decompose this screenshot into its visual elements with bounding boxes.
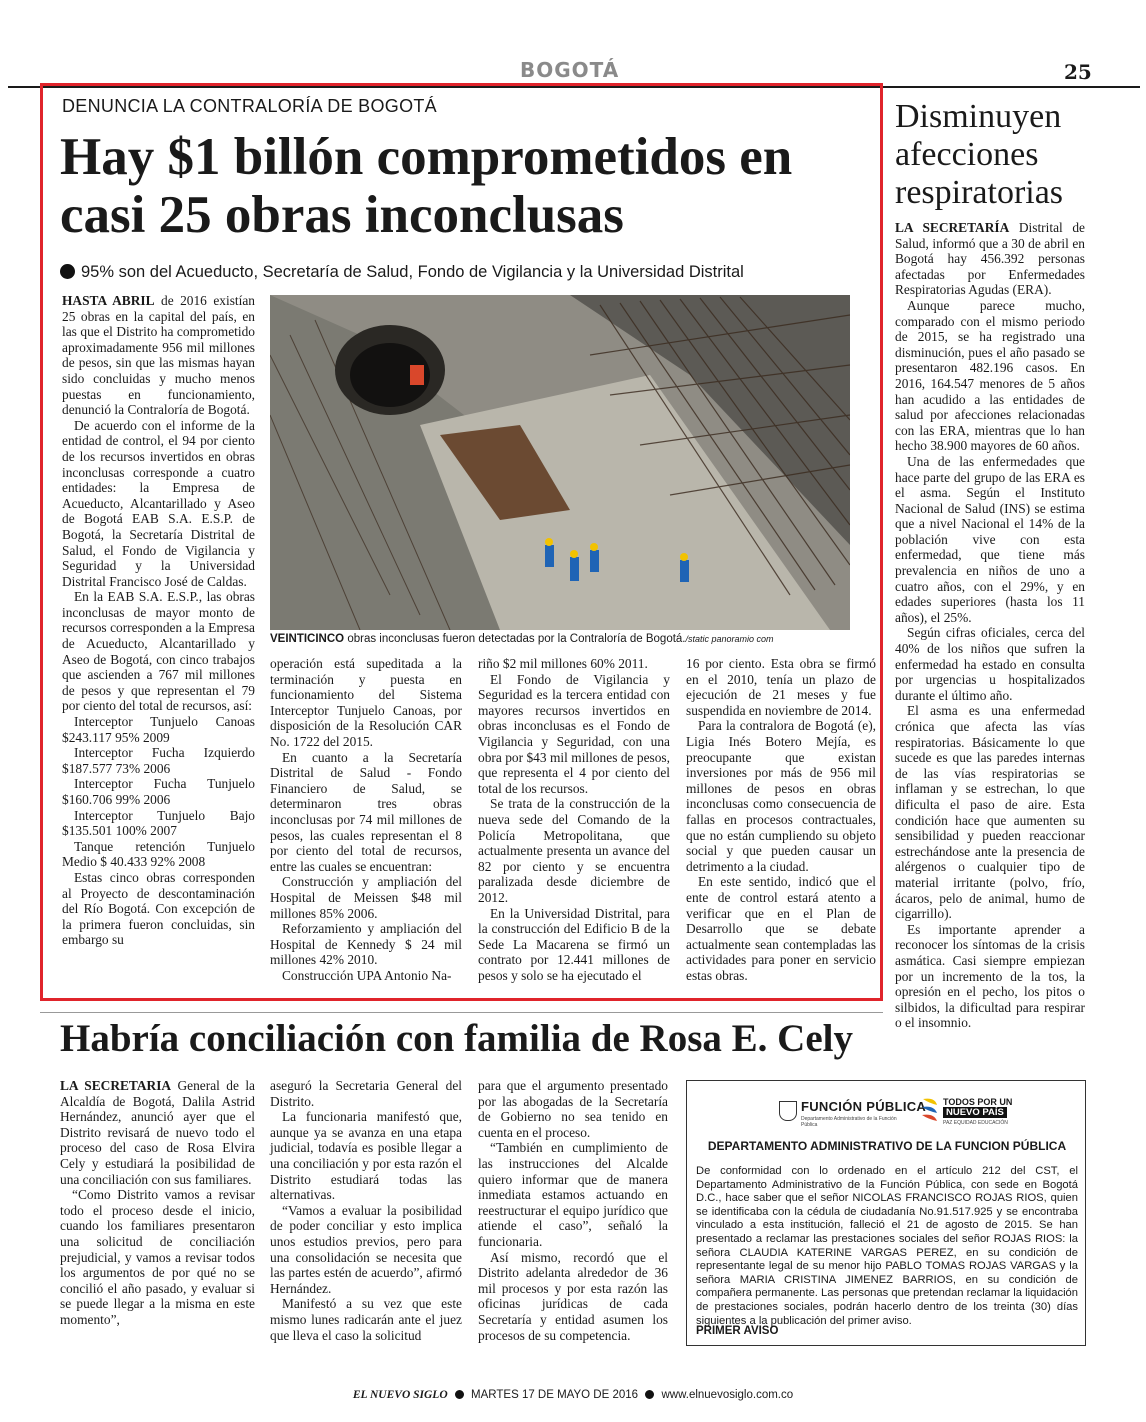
second-column-3 xyxy=(478,1078,668,1343)
funcion-publica-sublabel: Departamento Administrativo de la Función Pública xyxy=(801,1116,897,1128)
paragraph: Es importante aprender a reconocer los síntomas de la crisis asmática. Casi siempre empiezan por un incremento de la tos, la opresión en el pecho, los pitos o silbidos, la dificultad para respirar o el insomnio. xyxy=(895,921,1085,1031)
ad-logos xyxy=(687,1095,1087,1129)
paragraph: General de la Alcaldía de Bogotá, Dalila Astrid Hernández, anunció ayer que el Distrito revisará de nuevo todo el proceso del caso de Rosa Elvira Cely y estudiará la posibilidad de una conciliación con sus familiares. xyxy=(60,1078,255,1187)
nuevo-pais-line2: NUEVO PAÍS xyxy=(943,1107,1007,1118)
bullet-icon xyxy=(645,1390,654,1399)
section-divider xyxy=(40,1012,883,1013)
paragraph: En este sentido, indicó que el ente de control estará atento a verificar que en el Plan de Desarrollo que se debate actualmente sean contempladas las actividades para poner en servicio estas obras. xyxy=(686,874,876,983)
lead-word: LA SECRETARIA xyxy=(60,1078,172,1093)
paragraph: riño $2 mil millones 60% 2011. xyxy=(478,656,648,671)
paragraph: Estas cinco obras corresponden al Proyecto de descontaminación del Río Bogotá. Con excepción de la primera fueron concluidas, sin embargo su xyxy=(62,869,255,948)
paragraph: para que el argumento presentado por las abogadas de la Secretaría de Gobierno no sea tenido en cuenta en el proceso. xyxy=(478,1078,668,1140)
paragraph: 16 por ciento. Esta obra se firmó en el 2010, tenía un plazo de ejecución de 21 meses y fue suspendida en noviembre de 2014. xyxy=(686,656,876,718)
paragraph: En la Universidad Distrital, para la construcción del Edificio B de la Sede La Macarena se firmó un contrato por 12.441 millones de pesos y solo se ha ejecutado el xyxy=(478,905,670,983)
paragraph: Una de las enfermedades que hace parte del grupo de las ERA es el asma. Según el Instituto Nacional de Salud (INS) se estima que a nivel Nacional el 14% de la población vive con esta enfermedad, que tiene más prevalencia en niños de uno a cuatro años, con el 29%, y en edades superiores (hasta los 11 años), el 25%. xyxy=(895,453,1085,625)
list-item: Tanque retención Tunjuelo Medio $ 40.433 92% 2008 xyxy=(62,838,255,870)
paragraph: Para la contralora de Bogotá (e), Ligia Inés Botero Mejía, es preocupante que existan inversiones por más de 956 mil millones de pesos en obras inconclusas como consecuencia de fallas en procesos contractuales, que no están cumpliendo su objeto social y que pueden causar un detrimento a la ciudad. xyxy=(686,718,876,874)
photo-credit: /static panoramio com xyxy=(685,634,774,644)
nuevo-pais-icon xyxy=(919,1095,941,1125)
list-item: Interceptor Tunjuelo Canoas $243.117 95% 2009 xyxy=(62,714,255,745)
paragraph: “También en cumplimiento de las instrucciones del Alcalde quiero informar que de manera inmediata estamos actuando en reestructurar el equipo jurídico que atiende el caso”, señaló la funcionaria. xyxy=(478,1140,668,1249)
nuevo-pais-line3: PAZ EQUIDAD EDUCACIÓN xyxy=(943,1120,1008,1126)
photo-caption xyxy=(270,633,870,645)
list-item: Interceptor Fucha Tunjuelo $160.706 99% 2006 xyxy=(62,776,255,807)
funcion-publica-logo: FUNCIÓN PÚBLICA xyxy=(801,1099,927,1114)
page-footer xyxy=(0,1389,1146,1401)
tunnel-image xyxy=(270,295,850,630)
second-column-2 xyxy=(270,1078,462,1343)
paragraph: De acuerdo con el informe de la entidad de control, el 94 por ciento de los recursos invertidos en obras inconclusas corresponde a cuatro entidades: la Empresa de Acueducto, Alcantarillado y Aseo de Bogotá EAB S.A. E.S.P. de Bogotá, la Secretaría Distrital de Salud, el Fondo de Vigilancia y Seguridad y la Universidad Distrital Francisco José de Caldas. xyxy=(62,417,255,589)
paragraph: “Vamos a evaluar la posibilidad de poder conciliar y esto implica unos estudios previos, pero para una consolidación se necesita que las partes estén de acuerdo”, afirmó Hernández. xyxy=(270,1202,462,1296)
website-link: www.elnuevosiglo.com.co xyxy=(661,1389,794,1401)
page-number: 25 xyxy=(1064,60,1092,84)
paragraph: En cuanto a la Secretaría Distrital de Salud - Fondo Financiero de Salud, se determinaron tres obras inconclusas por 74 mil millones de pesos, las cuales representan el 8 por ciento del total de recursos, entre las cuales se encuentran: xyxy=(270,749,462,874)
list-item: Interceptor Fucha Izquierdo $187.577 73% 2006 xyxy=(62,745,255,776)
side-column xyxy=(895,220,1085,1031)
paragraph: “Como Distrito vamos a revisar todo el proceso desde el inicio, cuando los familiares presentaron una solicitud de conciliación prejudicial, y vamos a revisar todos los argumentos de por qué no se concilió el año pasado, y evaluar si se puede llegar a la misma en este momento”, xyxy=(60,1187,255,1327)
paragraph: de 2016 existían 25 obras en la capital del país, en las que el Distrito ha comprometido aproximadamente 956 mil millones de pesos, sin que las mismas hayan sido concluidas y mucho menos puestas en funcionamiento, denunció la Contraloría de Bogotá. xyxy=(62,293,255,418)
publication-date: MARTES 17 DE MAYO DE 2016 xyxy=(471,1389,639,1401)
lead-word: HASTA ABRIL xyxy=(62,293,155,308)
caption-text: obras inconclusas fueron detectadas por la Contraloría de Bogotá. xyxy=(344,633,686,645)
bullet-icon xyxy=(455,1390,464,1399)
article-column-4 xyxy=(686,656,876,983)
article-column-1 xyxy=(62,293,255,948)
paragraph: Construcción UPA Antonio Na- xyxy=(282,967,452,983)
nuevo-pais-line1: TODOS POR UN xyxy=(943,1097,1013,1107)
article-column-3 xyxy=(478,656,670,983)
bullet-icon xyxy=(60,264,75,279)
article-subhead xyxy=(60,263,860,282)
paragraph: Así mismo, recordó que el Distrito adelanta alrededor de 36 mil procesos y por esta razón las oficinas jurídicas de cada Secretaría y entidad asumen los procesos de su competencia. xyxy=(478,1249,668,1343)
ad-title: DEPARTAMENTO ADMINISTRATIVO DE LA FUNCION PÚBLICA xyxy=(707,1139,1067,1153)
second-headline: Habría conciliación con familia de Rosa E. Cely xyxy=(60,1017,853,1060)
ad-body: De conformidad con lo ordenado en el artículo 212 del CST, el Departamento Administrativo de la Función Pública, con sede en Bogotá D.C., hace saber que el señor NICOLAS FRANCISCO ROJAS RIOS, quien se identificaba con la cédula de ciudadanía No.91.517.925 y se encontraba vinculado a esta institución, falleció el 21 de agosto de 2015. Se han presentado a reclamar las prestaciones sociales del señor ROJAS RIOS: la señora CLAUDIA KATERINE VARGAS PEREZ, en su condición de representante legal de su menor hijo PABLO TOMAS ROJAS VARGAS y la señora MARIA CRISTINA JIMENEZ BARRIOS, en su condición de compañera permanente. Las personas que pretendan reclamar la liquidación de prestaciones sociales, podrán hacerlo dentro de los treinta (30) días siguientes a la publicación del primer aviso. xyxy=(696,1165,1078,1327)
paragraph: Aunque parece mucho, comparado con el mismo periodo de 2015, se ha registrado una disminución, pues el año pasado se presentaron 482.196 casos. En 2016, 164.547 menores de 5 años han acudido a las entidades de salud por afecciones relacionadas con las ERA, mientras que lo han hecho 38.900 mayores de 60 años. xyxy=(895,297,1085,454)
paragraph: Se trata de la construcción de la nueva sede del Comando de la Policía Metropolitana, que actualmente presenta un avance del 82 por ciento y se encuentra paralizada desde diciembre de 2012. xyxy=(478,796,670,905)
construction-photo xyxy=(270,295,850,630)
article-headline: Hay $1 billón comprometidos en casi 25 obras inconclusas xyxy=(60,128,793,244)
legal-notice-ad xyxy=(686,1080,1086,1346)
paragraph: El Fondo de Vigilancia y Seguridad es la tercera entidad con mayores recursos invertidos en obras inconclusas es el Fondo de Vigilancia y Seguridad, con una obra por $43 mil millones de pesos, que representa el 4 por ciento del total de los recursos. xyxy=(478,671,670,796)
paragraph: aseguró la Secretaria General del Distrito. xyxy=(270,1078,462,1109)
paragraph: Manifestó a su vez que este mismo lunes radicarán ante el juez que lleva el caso la solicitud xyxy=(270,1296,462,1343)
article-column-2 xyxy=(270,656,462,983)
paragraph: Según cifras oficiales, cerca del 40% de los niños que sufren la enfermedad ha estado en consulta por urgencias u hospitalizados durante el último año. xyxy=(895,625,1085,703)
side-headline: Disminuyen afecciones respiratorias xyxy=(895,98,1064,211)
paragraph: En la EAB S.A. E.S.P., las obras inconclusas de mayor monto de recursos corresponden a la Empresa de Acueducto, Alcantarillado y Aseo de Bogotá, con cinco trabajos que ascienden a 767 mil millones de pesos y que representan el 79 por ciento del total de recursos, así: xyxy=(62,589,255,714)
list-item: Interceptor Tunjuelo Bajo $135.501 100% 2007 xyxy=(62,807,255,839)
paragraph: La funcionaria manifestó que, aunque ya se avanza en una etapa judicial, todavía es posible llegar a una conciliación y por esta razón el Distrito estudiará todas las alternativas. xyxy=(270,1109,462,1203)
article-kicker: DENUNCIA LA CONTRALORÍA DE BOGOTÁ xyxy=(62,96,437,116)
lead-word: LA SECRETARÍA xyxy=(895,220,1010,235)
coat-of-arms-icon xyxy=(779,1101,797,1121)
paragraph: Construcción y ampliación del Hospital de Meissen $48 mil millones 85% 2006. xyxy=(270,874,462,921)
section-title: BOGOTÁ xyxy=(520,58,620,82)
ad-aviso: PRIMER AVISO xyxy=(696,1325,779,1337)
paragraph: Distrital de Salud, informó que a 30 de abril en Bogotá hay 456.392 personas afectadas por Enfermedades Respiratorias Agudas (ERA). xyxy=(895,220,1085,298)
subhead-text: 95% son del Acueducto, Secretaría de Salud, Fondo de Vigilancia y la Universidad Distrital xyxy=(81,263,744,281)
publication-name: EL NUEVO SIGLO xyxy=(352,1389,448,1401)
paragraph: El asma es una enfermedad crónica que afecta las vías respiratorias. Básicamente lo que sucede es que las paredes internas de las vías respiratorias se inflaman y se estrechan, lo que dificulta el paso de aire. Esta condición hace que aumenten su sensibilidad y pueden reaccionar estrechándose ante la presencia de alérgenos o cualquier tipo de material irritante (polvo, frío, ácaros, pelo de animal, humo de cigarrillo). xyxy=(895,703,1085,922)
caption-lead: VEINTICINCO xyxy=(270,633,345,645)
second-column-1 xyxy=(60,1078,255,1328)
paragraph: operación está supeditada a la terminación y puesta en funcionamiento del Sistema Interceptor Tunjuelo Canoas, por disposición de la Resolución CAR No. 1722 del 2015. xyxy=(270,656,462,749)
paragraph: Reforzamiento y ampliación del Hospital de Kennedy $ 24 mil millones 42% 2010. xyxy=(270,921,462,968)
